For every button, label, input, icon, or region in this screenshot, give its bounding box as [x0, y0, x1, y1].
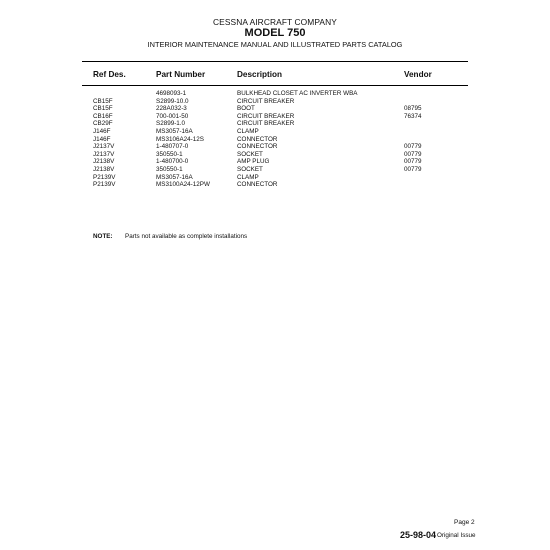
vendor-cell: 00779 [404, 143, 422, 151]
table-row [0, 181, 550, 189]
ref-des-cell: CB16F [93, 112, 113, 120]
note-label: NOTE: [93, 233, 113, 240]
ref-des-cell: P2139V [93, 173, 116, 181]
company-name: CESSNA AIRCRAFT COMPANY [213, 17, 337, 27]
table-row [0, 174, 550, 182]
page-number: Page 2 [454, 519, 475, 526]
table-row [0, 158, 550, 166]
vendor-cell: 00779 [404, 165, 422, 173]
table-row [0, 166, 550, 174]
description-cell: CIRCUIT BREAKER [237, 97, 295, 105]
part-number-cell: MS3057-16A [156, 127, 193, 135]
table-top-rule [82, 61, 468, 62]
document-number: 25-98-04 [400, 530, 437, 540]
part-number-cell: 1-480700-0 [156, 158, 189, 166]
note-block [93, 233, 248, 240]
description-cell: CONNECTOR [237, 181, 278, 189]
ref-des-cell: CB29F [93, 120, 113, 128]
description-cell: BULKHEAD CLOSET AC INVERTER WBA [237, 90, 358, 97]
column-header-vendor: Vendor [404, 70, 432, 79]
description-cell: SOCKET [237, 150, 263, 158]
ref-des-cell: P2139V [93, 181, 116, 189]
table-row [0, 136, 550, 144]
ref-des-cell: J2138V [93, 158, 115, 166]
part-number-cell: 350550-1 [156, 150, 183, 158]
table-row [0, 143, 550, 151]
description-cell: CLAMP [237, 173, 259, 181]
ref-des-cell: J2137V [93, 143, 115, 151]
table-row [0, 113, 550, 121]
description-cell: CIRCUIT BREAKER [237, 120, 295, 128]
description-cell: SOCKET [237, 165, 263, 173]
table-row [0, 90, 550, 98]
part-number-cell: 350550-1 [156, 165, 183, 173]
vendor-cell: 76374 [404, 112, 422, 120]
description-cell: CLAMP [237, 127, 259, 135]
document-header [0, 17, 550, 49]
part-number-cell: 228A032-3 [156, 105, 187, 113]
issue-status: Original Issue [437, 532, 476, 539]
parts-table-body [0, 90, 550, 189]
part-number-cell: S2899-1.0 [156, 120, 186, 128]
part-number-cell: MS3100A24-12PW [156, 181, 210, 189]
description-cell: CONNECTOR [237, 143, 278, 151]
part-number-cell: S2899-10.0 [156, 97, 189, 105]
description-cell: BOOT [237, 105, 255, 113]
description-cell: CIRCUIT BREAKER [237, 112, 295, 120]
table-row [0, 98, 550, 106]
table-header-rule [82, 85, 468, 86]
column-header-part-number: Part Number [156, 70, 206, 79]
ref-des-cell: CB15F [93, 105, 113, 113]
part-number-cell: MS3057-16A [156, 173, 193, 181]
ref-des-cell: J146F [93, 135, 111, 143]
part-number-cell: 1-480707-0 [156, 143, 189, 151]
vendor-cell: 00779 [404, 150, 422, 158]
ref-des-cell: J146F [93, 127, 111, 135]
part-number-cell: 4698093-1 [156, 90, 187, 97]
column-header-ref-des: Ref Des. [93, 70, 126, 79]
vendor-cell: 00779 [404, 158, 422, 166]
part-number-cell: 700-001-50 [156, 112, 189, 120]
vendor-cell: 08795 [404, 105, 422, 113]
model-title: MODEL 750 [244, 27, 306, 39]
description-cell: AMP PLUG [237, 158, 270, 166]
ref-des-cell: J2137V [93, 150, 115, 158]
table-row [0, 151, 550, 159]
table-row [0, 105, 550, 113]
note-text: Parts not available as complete installations [125, 233, 248, 240]
manual-subtitle: INTERIOR MAINTENANCE MANUAL AND ILLUSTRATED PARTS CATALOG [147, 40, 403, 49]
ref-des-cell: J2138V [93, 165, 115, 173]
table-row [0, 128, 550, 136]
description-cell: CONNECTOR [237, 135, 278, 143]
column-header-description: Description [237, 70, 283, 79]
table-row [0, 120, 550, 128]
ref-des-cell: CB15F [93, 97, 113, 105]
part-number-cell: MS3106A24-12S [156, 135, 204, 143]
